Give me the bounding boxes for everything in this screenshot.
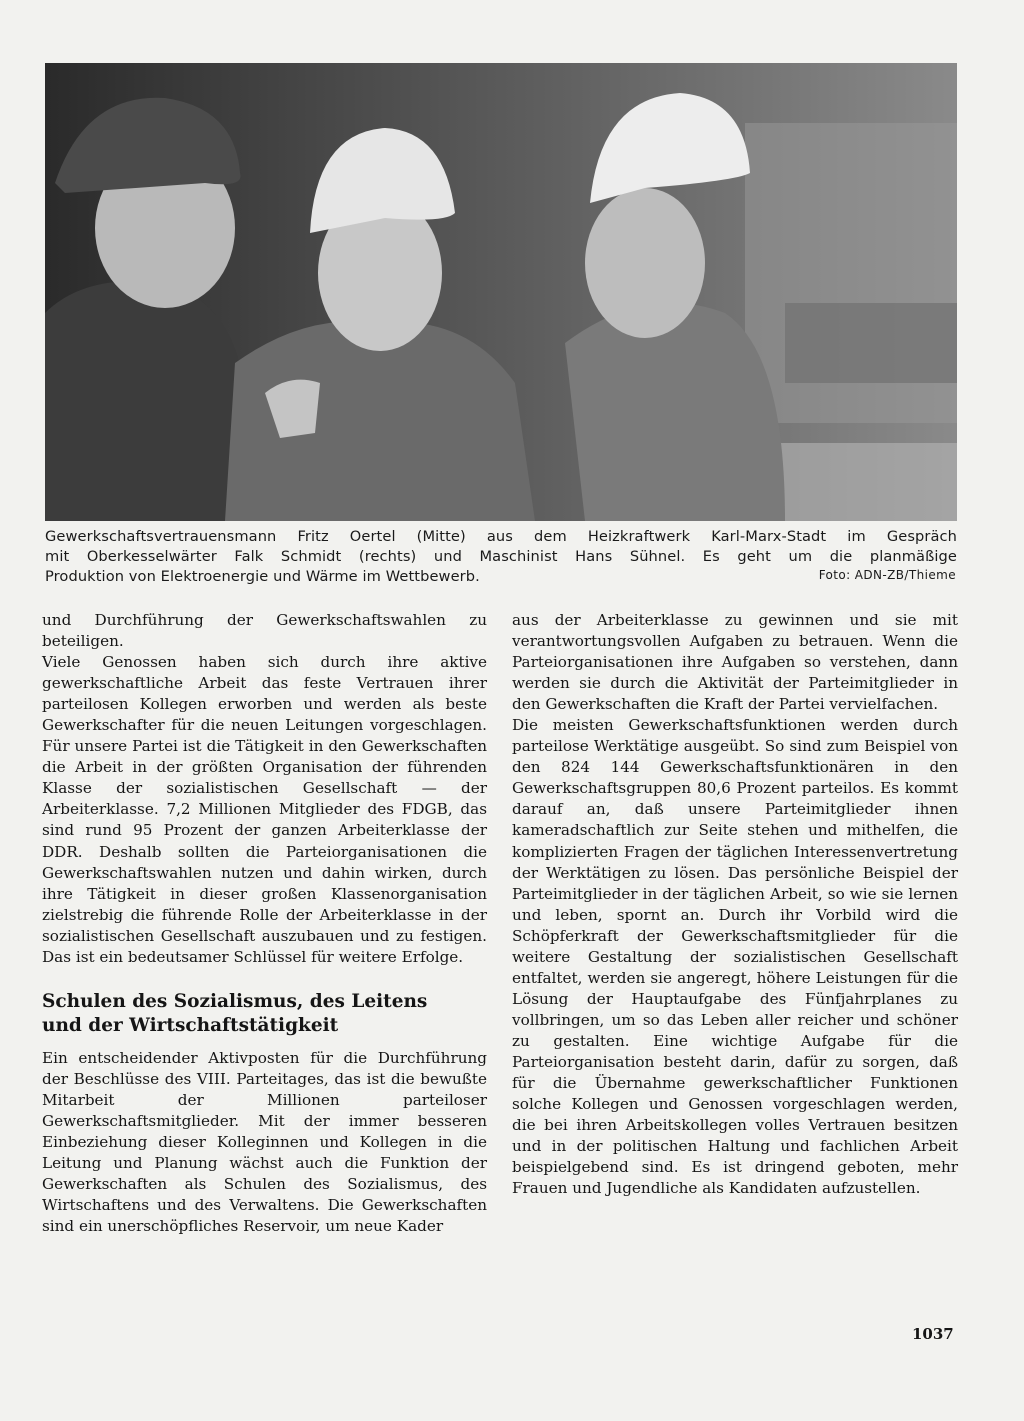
caption-line: Gewerkschaftsvertrauensmann Fritz Oertel (Mitte) aus dem Heizkraftwerk Karl-Marx-Stadt im Gespräch (45, 528, 957, 545)
paragraph: und Durchführung der Gewerkschaftswahlen zu beteiligen. (42, 611, 487, 651)
photo-illustration (45, 63, 957, 521)
left-column (42, 610, 487, 1237)
page-number: 1037 (912, 1325, 954, 1343)
caption-line: mit Oberkesselwärter Falk Schmidt (rechts) und Maschinist Hans Sühnel. Es geht um die planmäßige (45, 548, 957, 565)
paragraph: aus der Arbeiterklasse zu gewinnen und sie mit verantwortungsvollen Aufgaben zu betrauen. Wenn die Parteiorganisationen ihre Aufgaben so verstehen, dann werden sie durch die Aktivität der Parteimitglieder in den Gewerkschaften die Kraft der Partei vervielfachen. (512, 611, 958, 714)
right-column (512, 610, 958, 1199)
heading-line: und der Wirtschaftstätigkeit (42, 1014, 339, 1036)
paragraph: Ein entscheidender Aktivposten für die Durchführung der Beschlüsse des VIII. Parteitages, das ist die bewußte Mitarbeit der Millionen parteiloser Gewerkschaftsmitglieder. Mit der immer besseren Einbeziehung dieser Kolleginnen und Kollegen in die Leitung und Planung wächst auch die Funktion der Gewerkschaften als Schulen des Sozialismus, des Wirtschaftens und des Verwaltens. Die Gewerkschaften sind ein unerschöpfliches Reservoir, um neue Kader (42, 1048, 487, 1236)
photo-workers-in-power-plant (45, 63, 957, 521)
paragraph: Viele Genossen haben sich durch ihre aktive gewerkschaftliche Arbeit das feste Vertrauen ihrer parteilosen Kollegen erworben und werden als beste Gewerkschafter für die neuen Leitungen vorgeschlagen. Für unsere Partei ist die Tätigkeit in den Gewerkschaften die Arbeit in der größten Organisation der führenden Klasse der sozialistischen Gesellschaft — der Arbeiterklasse. 7,2 Millionen Mitglieder des FDGB, das sind rund 95 Prozent der ganzen Arbeiterklasse der DDR. Deshalb sollten die Parteiorganisationen die Gewerkschaftswahlen nutzen und dahin wirken, durch ihre Tätigkeit in dieser großen Klassenorganisation zielstrebig die führende Rolle der Arbeiterklasse in der sozialistischen Gesellschaft auszubauen und zu festigen. Das ist ein bedeutsamer Schlüssel für weitere Erfolge. (42, 653, 487, 966)
paragraph: Die meisten Gewerkschaftsfunktionen werden durch parteilose Werktätige ausgeübt. So sind zum Beispiel von den 824 144 Gewerkschaftsfunktionären in den Gewerkschaftsgruppen 80,6 Prozent parteilos. Es kommt darauf an, daß unsere Parteimitglieder ihnen kameradschaftlich zur Seite stehen und mithelfen, die komplizierten Fragen der täglichen Interessenvertretung der Werktätigen zu lösen. Das persönliche Beispiel der Parteimitglieder in der täglichen Arbeit, so wie sie lernen und leben, spornt an. Durch ihr Vorbild wird die Schöpferkraft der Gewerkschaftsmitglieder für die weitere Gestaltung der sozialistischen Gesellschaft entfaltet, werden sie angeregt, höhere Leistungen für die Lösung der Hauptaufgabe des Fünfjahrplanes zu vollbringen, um so das Leben aller reicher und schöner zu gestalten. Eine wichtige Aufgabe für die Parteiorganisation besteht darin, dafür zu sorgen, daß für die Übernahme gewerkschaftlicher Funktionen solche Kollegen und Genossen vorgeschlagen werden, die bei ihren Arbeitskollegen volles Vertrauen besitzen und in der politischen Haltung und fachlichen Arbeit beispielgebend sind. Es ist dringend geboten, mehr Frauen und Jugendliche als Kandidaten aufzustellen. (512, 716, 958, 1198)
section-heading (42, 990, 487, 1038)
heading-line: Schulen des Sozialismus, des Leitens (42, 990, 428, 1012)
photo-credit: Foto: ADN-ZB/Thieme (818, 568, 956, 582)
caption-line: Produktion von Elektroenergie und Wärme im Wettbewerb. (45, 568, 480, 585)
